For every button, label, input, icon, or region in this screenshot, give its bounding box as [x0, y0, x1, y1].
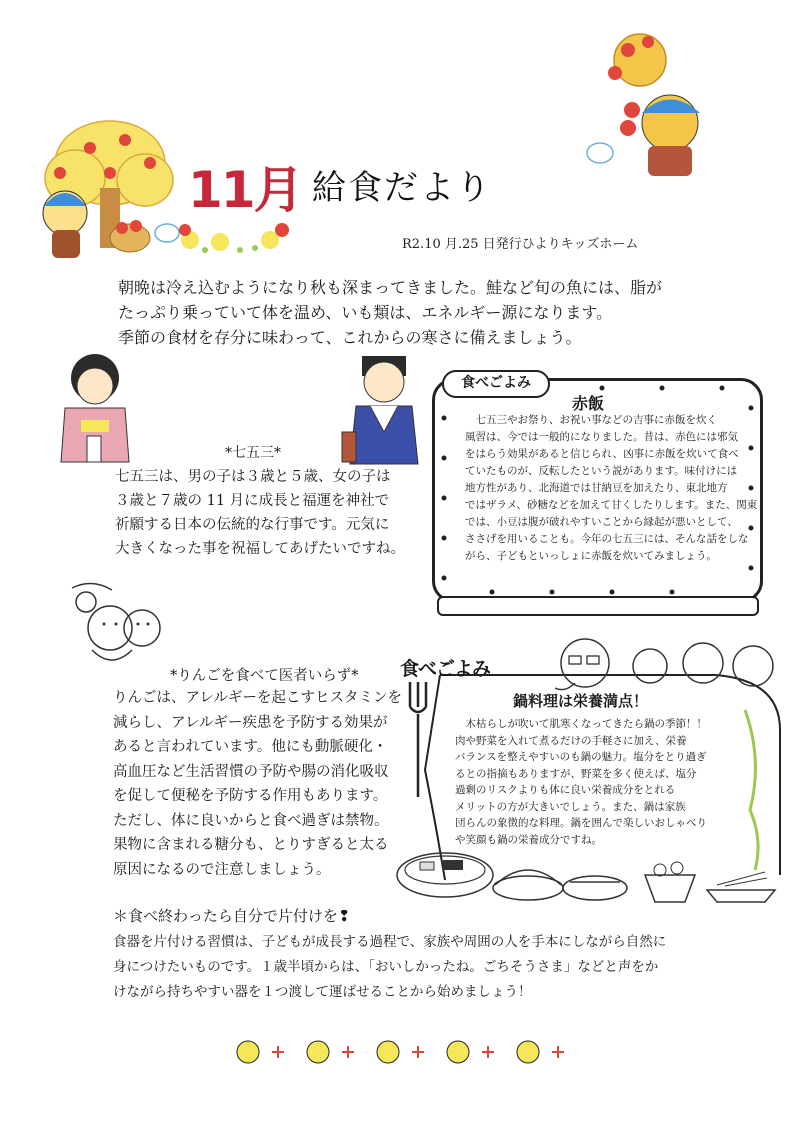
sekihan-title: 赤飯: [572, 394, 605, 413]
shichigosan-heading: *七五三*: [225, 445, 281, 461]
cleanup-line: 身につけたいものです。１歳半頃からは、「おいしかったね。ごちそうさま」などと声をか: [113, 959, 659, 975]
cleanup-line: 食器を片付ける習慣は、子どもが成長する過程で、家族や周囲の人を手本にしながら自然に: [113, 934, 667, 950]
fork-icon: [400, 672, 440, 802]
apple-child-illustration: [62, 578, 172, 668]
apple-line: を促して便秘を予防する作用もあります。: [113, 788, 388, 804]
nabe-line: 木枯らしが吹いて肌寒くなってきたら鍋の季節！！: [455, 718, 707, 730]
nabe-line: 肉や野菜を入れて煮るだけの手軽さに加え、栄養: [455, 734, 687, 747]
apple-line: 減らし、アレルギー疾患を予防する効果が: [113, 714, 388, 731]
sekihan-paragraph: [465, 412, 758, 565]
apple-carrying-kids-illustration: [570, 28, 750, 178]
shichigosan-line: 大きくなった事を祝福してあげたいですね。: [115, 541, 405, 557]
shichigosan-boy-illustration: [340, 352, 430, 467]
nabe-line: バランスを整えやすいのも鍋の魅力。塩分をとり過ぎ: [455, 751, 707, 763]
intro-paragraph: [118, 275, 708, 350]
shichigosan-line: 祈願する日本の伝統的な行事です。元気に: [115, 517, 390, 533]
footer-chicks-border: [230, 1032, 580, 1072]
month-heading: 11月: [188, 161, 302, 219]
nabe-line: メリットの方が大きいでしょう。また、鍋は家族: [455, 800, 686, 813]
apple-heading: *りんごを食べて医者いらず*: [170, 668, 359, 684]
shichigosan-line: 七五三は、男の子は３歳と５歳、女の子は: [115, 469, 391, 485]
nabe-paragraph: [455, 716, 755, 848]
nabe-title: 鍋料理は栄養満点！: [513, 692, 649, 710]
cleanup-line: けながら持ちやすい器を１つ渡して運ばせることから始めましょう！: [113, 984, 532, 1000]
intro-line: たっぷり乗っていて体を温め、いも類は、エネルギー源になります。: [118, 303, 613, 322]
cleanup-paragraph: [113, 930, 713, 1005]
sekihan-line: ささげを用いることも。今年の七五三には、そんな話をしな: [465, 533, 749, 545]
issue-date: R2.10 月.25 日発行ひよりキッズホーム: [402, 237, 639, 252]
shichigosan-girl-illustration: [55, 350, 135, 465]
sekihan-line: 地方性があり、北海道では甘納豆を加えたり、東北地方: [465, 482, 728, 494]
nabe-line: 団らんの象徴的な料理。鍋を囲んで楽しいおしゃべり: [455, 817, 707, 829]
sekihan-line: では、小豆は腹が破れやすいことから縁起が悪いとして、: [465, 516, 738, 528]
newsletter-title: 給食だより: [312, 168, 492, 208]
apple-line: あると言われています。他にも動脈硬化・: [113, 739, 388, 755]
shichigosan-line: ３歳と７歳の 11 月に成長と福運を神社で: [115, 493, 390, 509]
intro-line: 季節の食材を存分に味わって、これからの寒さに備えましょう。: [118, 328, 582, 347]
apple-line: 高血圧など生活習慣の予防や腸の消化吸収: [113, 763, 389, 780]
apple-line: 原因になるので注意しましょう。: [113, 861, 331, 878]
apple-line: 果物に含まれる糖分も、とりすぎると太る: [113, 837, 389, 853]
box-footer-strip: [437, 596, 759, 616]
sekihan-line: ていたものが、反転したという説があります。味付けには: [465, 465, 738, 477]
nabe-line: るとの指摘もありますが、野菜を多く使えば、塩分: [455, 767, 697, 780]
intro-line: 朝晩は冷え込むようになり秋も深まってきました。鮭など旬の魚には、脂が: [118, 278, 663, 297]
nabe-line: や笑顔も鍋の栄養成分ですね。: [455, 833, 602, 846]
faces-illustration: [555, 628, 785, 698]
apple-line: りんごは、アレルギーを起こすヒスタミンを: [113, 690, 403, 706]
sekihan-line: ではザラメ、砂糖などを加えて甘くしたりします。また、関東: [465, 499, 758, 511]
sekihan-line: 七五三やお祭り、お祝い事などの吉事に赤飯を炊く: [465, 414, 717, 426]
apple-line: ただし、体に良いからと食べ過ぎは禁物。: [113, 812, 389, 829]
shichigosan-paragraph: [115, 465, 415, 561]
sekihan-line: 風習は、今では一般的になりました。昔は、赤色には邪気: [465, 431, 738, 443]
sekihan-line: をはらう効果があると信じられ、凶事に赤飯を炊いて食べ: [465, 448, 739, 460]
cleanup-heading: ＊食べ終わったら自分で片付けを❢: [113, 907, 351, 925]
tabegoyomi-label: 食べごよみ: [400, 658, 491, 680]
tabegoyomi-tab: 食べごよみ: [442, 370, 550, 398]
nabe-line: 過剰のリスクよりも体に良い栄養成分をとれる: [455, 784, 676, 796]
apple-paragraph: [113, 686, 413, 882]
sekihan-line: がら、子どもといっしょに赤飯を炊いてみましょう。: [465, 550, 717, 562]
